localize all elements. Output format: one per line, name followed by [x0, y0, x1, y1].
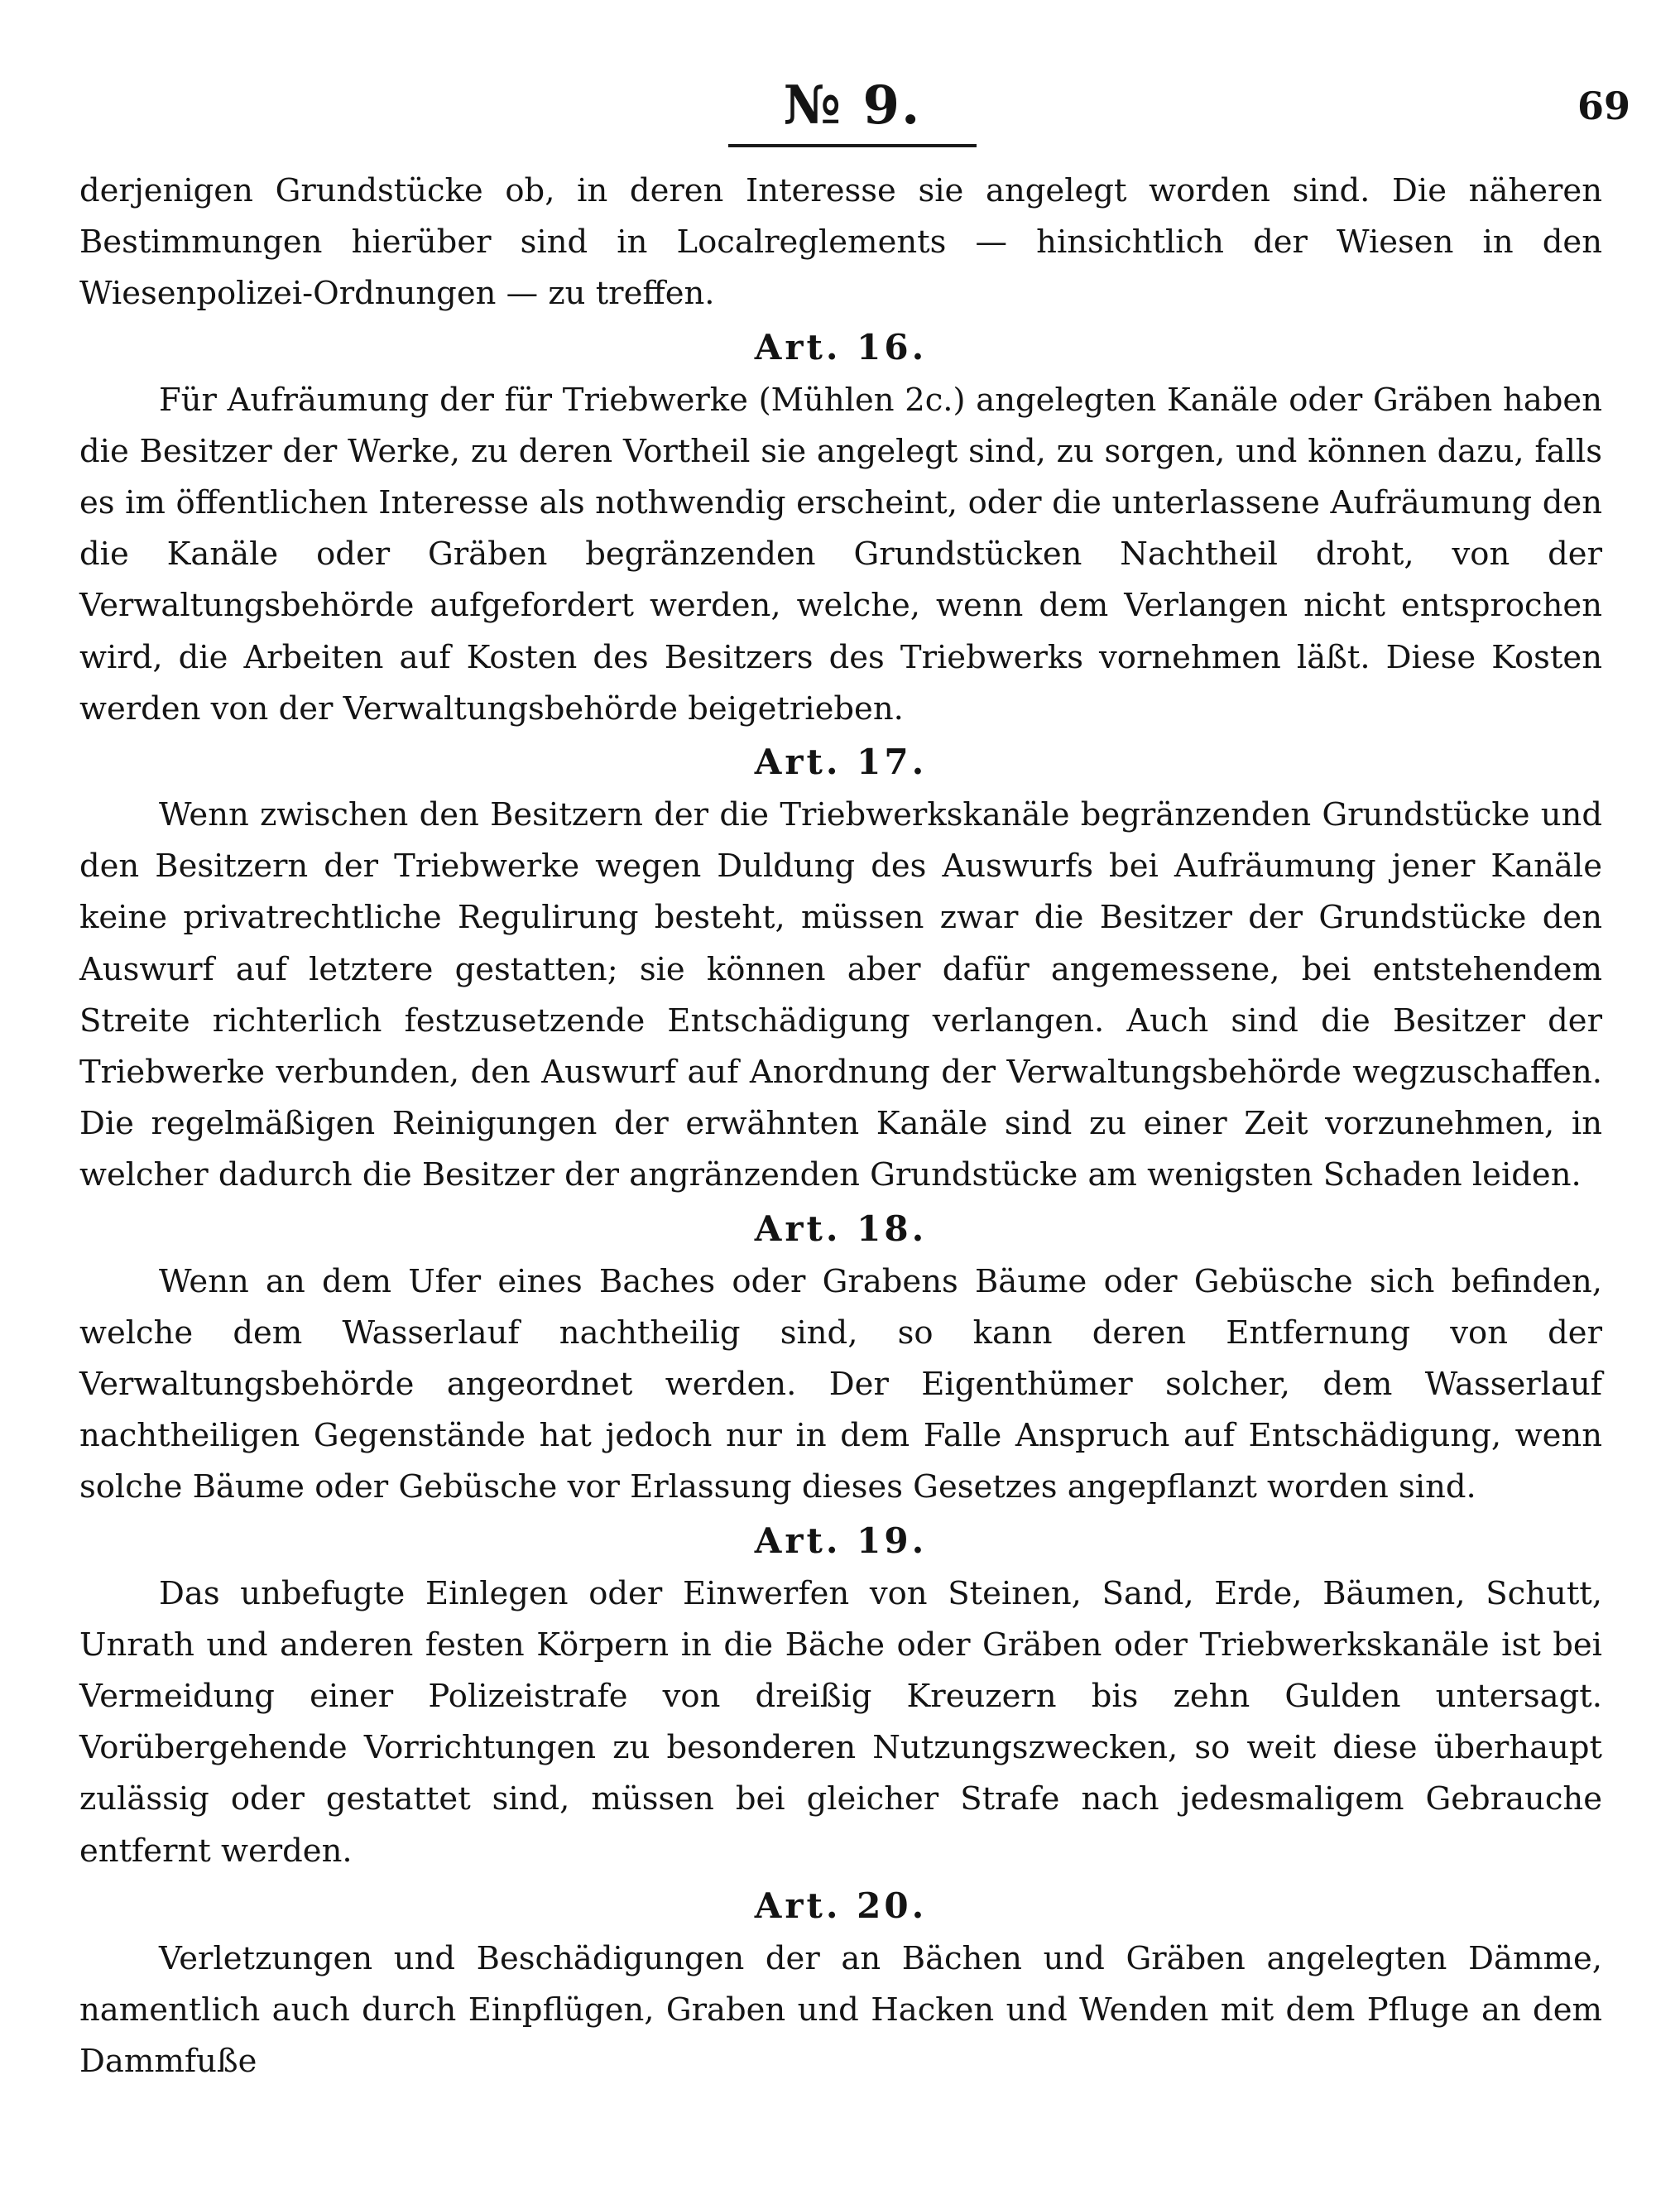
- issue-number-underline: [728, 144, 977, 147]
- page-header: [0, 73, 1680, 164]
- article-paragraph: Das unbefugte Einlegen oder Einwerfen von Steinen, Sand, Erde, Bäumen, Schutt, Unrath und anderen festen Körpern in die Bäche oder Gräben oder Triebwerkskanäle ist bei Vermeidung einer Polizeistrafe von dreißig Kreuzern bis zehn Gulden untersagt. Vorübergehende Vorrichtungen zu besonderen Nutzungszwecken, so weit diese überhaupt zulässig oder gestattet sind, müssen bei gleicher Strafe nach jedesmaligem Gebrauche entfernt werden.: [79, 1574, 1602, 1870]
- article-paragraph: Für Aufräumung der für Triebwerke (Mühlen 2c.) angelegten Kanäle oder Gräben haben die Besitzer der Werke, zu deren Vortheil sie angelegt sind, zu sorgen, und können dazu, falls es im öffentlichen Interesse als nothwendig erscheint, oder die unterlassene Aufräumung den die Kanäle oder Gräben begränzenden Grundstücken Nachtheil droht, von der Verwaltungsbehörde aufgefordert werden, welche, wenn dem Verlangen nicht entsprochen wird, die Arbeiten auf Kosten des Besitzers des Triebwerks vornehmen läßt. Diese Kosten werden von der Verwaltungsbehörde beigetrieben.: [79, 381, 1602, 728]
- body-text: [79, 166, 1602, 2088]
- article-heading: Art. 19.: [754, 1520, 928, 1561]
- article-18: [79, 1203, 1602, 1514]
- article-19: [79, 1515, 1602, 1877]
- article-paragraph: Wenn zwischen den Besitzern der die Triebwerkskanäle begränzenden Grundstücke und den Besitzern der Triebwerke wegen Duldung des Auswurfs bei Aufräumung jener Kanäle keine privatrechtliche Regulirung besteht, müssen zwar die Besitzer der Grundstücke den Auswurf auf letztere gestatten; sie können aber dafür angemessene, bei entstehendem Streite richterlich festzusetzende Entschädigung verlangen. Auch sind die Besitzer der Triebwerke verbunden, den Auswurf auf Anordnung der Verwaltungsbehörde wegzuschaffen. Die regelmäßigen Reinigungen der erwähnten Kanäle sind zu einer Zeit vorzunehmen, in welcher dadurch die Besitzer der angränzenden Grundstücke am wenigsten Schaden leiden.: [79, 796, 1602, 1194]
- article-20: [79, 1880, 1602, 2088]
- article-paragraph: Verletzungen und Beschädigungen der an Bächen und Gräben angelegten Dämme, namentlich auch durch Einpflügen, Graben und Hacken und Wenden mit dem Pfluge an dem Dammfuße: [79, 1939, 1602, 2081]
- article-heading: Art. 20.: [754, 1885, 928, 1926]
- article-heading: Art. 17.: [754, 742, 928, 783]
- continuation-paragraph: derjenigen Grundstücke ob, in deren Interesse sie angelegt worden sind. Die näheren Bestimmungen hierüber sind in Localreglements — hinsichtlich der Wiesen in den Wiesenpolizei-Ordnungen — zu treffen.: [79, 172, 1602, 313]
- issue-number: № 9.: [783, 74, 922, 137]
- article-heading: Art. 18.: [754, 1208, 928, 1249]
- article-paragraph: Wenn an dem Ufer eines Baches oder Grabens Bäume oder Gebüsche sich befinden, welche dem Wasserlauf nachtheilig sind, so kann deren Entfernung von der Verwaltungsbehörde angeordnet werden. Der Eigenthümer solcher, dem Wasserlauf nachtheiligen Gegenstände hat jedoch nur in dem Falle Anspruch auf Entschädigung, wenn solche Bäume oder Gebüsche vor Erlassung dieses Gesetzes angepflanzt worden sind.: [79, 1262, 1602, 1506]
- article-heading: Art. 16.: [754, 326, 928, 367]
- article-16: [79, 322, 1602, 735]
- article-17: [79, 737, 1602, 1202]
- page-number: 69: [1577, 84, 1630, 128]
